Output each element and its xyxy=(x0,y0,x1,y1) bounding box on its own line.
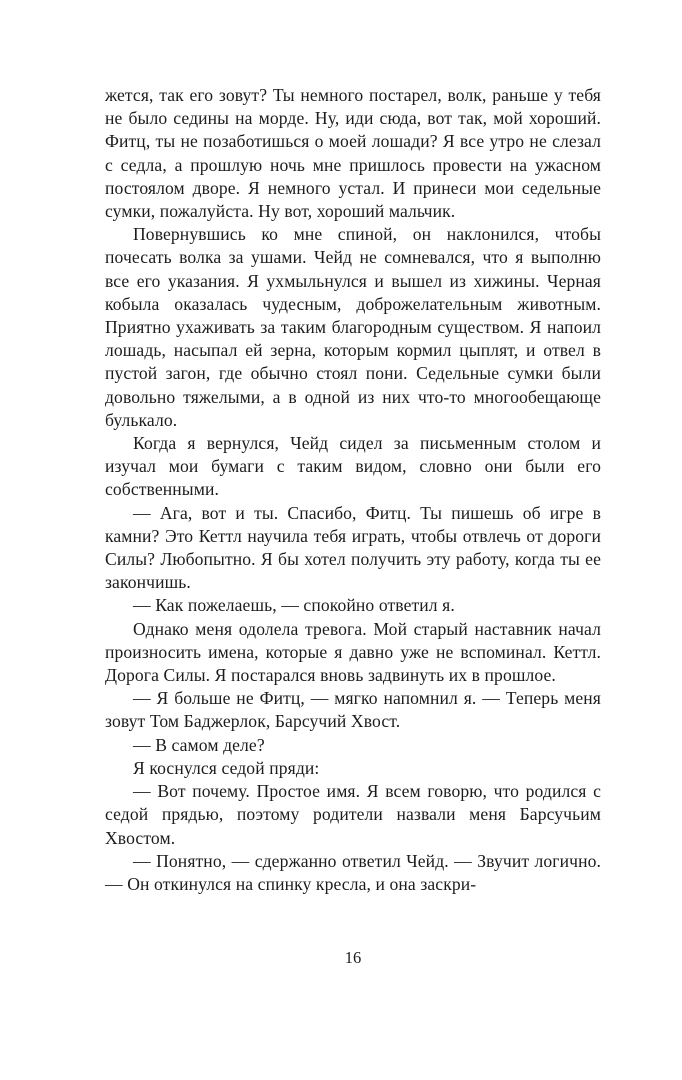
paragraph: — В самом деле? xyxy=(133,734,265,755)
paragraph: — Ага, вот и ты. Спасибо, Фитц. Ты пишешь об игре в камни? Это Кеттл научила тебя играть, чтобы отвлечь от дороги Силы? Любопытно. Я бы хотел получить эту работу, когда ты ее закончишь. xyxy=(105,502,601,593)
paragraph: Повернувшись ко мне спиной, он наклонился, чтобы почесать волка за ушами. Чейд не сомневался, что я выполню все его указания. Я ухмыльнулся и вышел из хижины. Черная кобыла оказалась чудесным, доброжелательным животным. Приятно ухаживать за таким благородным существом. Я напоил лошадь, насыпал ей зерна, которым кормил цыплят, и отвел в пустой загон, где обычно стоял пони. Седельные сумки были довольно тяжелыми, а в одной из них что-то многообещающе булькало. xyxy=(105,224,601,430)
paragraph: — Понятно, — сдержанно ответил Чейд. — Звучит логично. — Он откинулся на спинку кресла, и она заскри- xyxy=(105,850,601,894)
page-text xyxy=(105,84,601,896)
paragraph: жется, так его зовут? Ты немного постарел, волк, раньше у тебя не было седины на морде. Ну, иди сюда, вот так, мой хороший. Фитц, ты не позаботишься о моей лошади? Я все утро не слезал с седла, а прошлую ночь мне пришлось провести на ужасном постоялом дворе. Я немного устал. И принеси мои седельные сумки, пожалуйста. Ну вот, хороший мальчик. xyxy=(105,85,601,222)
paragraph: — Вот почему. Простое имя. Я всем говорю, что родился с седой прядью, поэтому родители назвали меня Барсучьим Хвостом. xyxy=(105,781,601,848)
paragraph: Когда я вернулся, Чейд сидел за письменным столом и изучал мои бумаги с таким видом, словно они были его собственными. xyxy=(105,433,601,500)
paragraph: — Я больше не Фитц, — мягко напомнил я. — Теперь меня зовут Том Баджерлок, Барсучий Хвост. xyxy=(105,688,601,732)
paragraph: Я коснулся седой пряди: xyxy=(133,757,320,778)
paragraph: Однако меня одолела тревога. Мой старый наставник начал произносить имена, которые я давно уже не вспоминал. Кеттл. Дорога Силы. Я постарался вновь задвинуть их в прошлое. xyxy=(105,618,601,686)
paragraph: — Как пожелаешь, — спокойно ответил я. xyxy=(133,595,455,616)
page-number: 16 xyxy=(344,948,362,967)
